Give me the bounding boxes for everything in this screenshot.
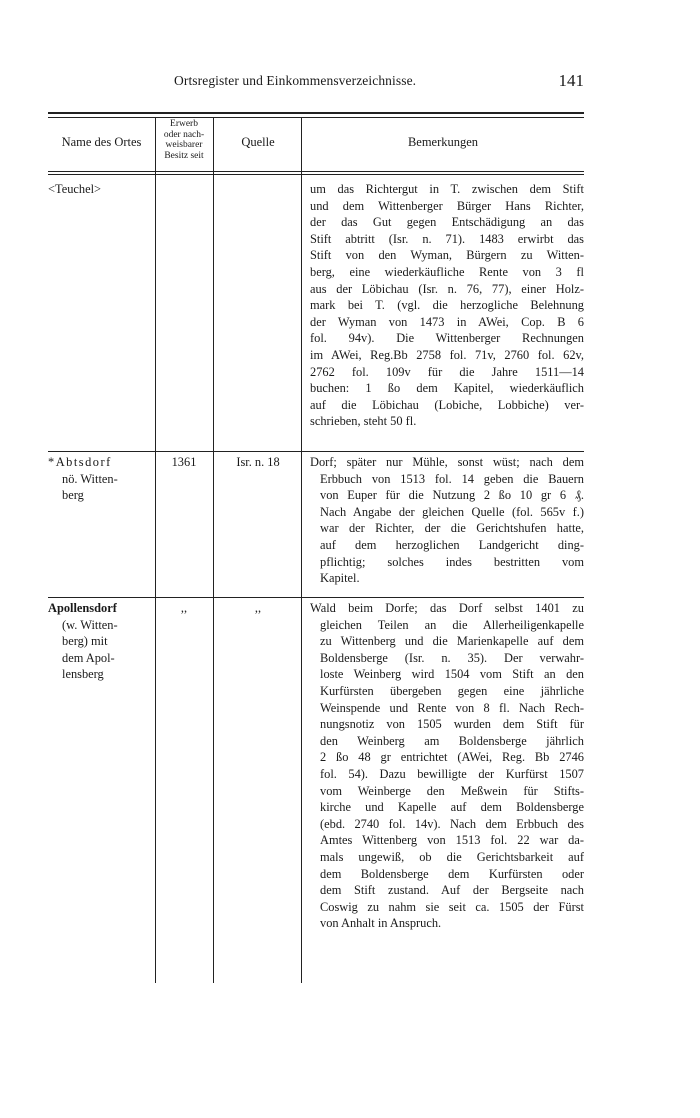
place-location: nö. Witten- bbox=[62, 471, 118, 486]
remarks-line: von Anhalt in Anspruch. bbox=[320, 916, 442, 931]
remarks-line: nungsnotiz von 1505 wurden dem Stift für bbox=[320, 717, 584, 732]
remarks-cell bbox=[310, 181, 584, 430]
place-location: berg bbox=[62, 488, 84, 503]
place-location: (w. Witten- bbox=[62, 617, 118, 632]
remarks-line: dem Boldensberge dem Kurfürsten oder bbox=[320, 866, 584, 881]
remarks-line: war der Richter, der die Gerichtshufen hatte, bbox=[320, 521, 584, 536]
remarks-line: der Wyman von 1473 in AWei, Cop. B 6 bbox=[310, 314, 584, 329]
remarks-line: Weinspende und Rente von 8 fl. Nach Rech- bbox=[320, 700, 584, 715]
running-head bbox=[48, 71, 584, 93]
remarks-line: schrieben, steht 50 fl. bbox=[310, 414, 417, 429]
place-name: Apollensdorf bbox=[48, 601, 117, 615]
place-name-cell bbox=[48, 181, 152, 198]
column-header-erwerb-line: oder nach- bbox=[163, 129, 205, 140]
remarks-line: von Euper für die Nutzung 2 ßo 10 gr 6 ₰. bbox=[320, 488, 584, 503]
remarks-line: fol. 54). Dazu bewilligte der Kurfürst 1507 bbox=[320, 766, 584, 781]
remarks-line: (ebd. 2740 fol. 14v). Nach dem Erbbuch des bbox=[320, 816, 584, 831]
remarks-line: Erbbuch von 1513 fol. 14 geben die Bauern bbox=[320, 471, 584, 486]
remarks-line: auf die Löbichau (Lobiche, Lobbiche) ver- bbox=[310, 397, 584, 412]
source-ditto: ,, bbox=[254, 601, 262, 615]
remarks-line: 2762 fol. 109v für die Jahre 1511—14 bbox=[310, 364, 584, 379]
remarks-line: Coswig zu nahm sie seit ca. 1505 der Fürst bbox=[320, 899, 584, 914]
remarks-line: der das Gut gegen Entschädigung an das bbox=[310, 215, 584, 230]
remarks-cell bbox=[310, 600, 584, 932]
row-divider bbox=[48, 597, 584, 598]
remarks-line: Kapitel. bbox=[320, 571, 360, 586]
source-reference: Isr. n. 18 bbox=[236, 455, 280, 469]
column-header-erwerb-line: Erwerb bbox=[170, 119, 198, 129]
remarks-line: Boldensberge (Isr. n. 35). Der verwahr- bbox=[320, 650, 584, 665]
place-location: dem Apol- bbox=[62, 650, 115, 665]
column-divider bbox=[213, 117, 214, 983]
remarks-line: pflichtig; solches indes bestritten vom bbox=[320, 554, 584, 569]
column-header-erwerb bbox=[155, 119, 213, 162]
row-divider bbox=[48, 451, 584, 452]
remarks-line: Nach Angabe der gleichen Quelle (fol. 565v f.) bbox=[320, 504, 584, 519]
acquisition-year: 1361 bbox=[171, 455, 197, 469]
place-location: berg) mit bbox=[62, 634, 108, 649]
place-name: *Abtsdorf bbox=[48, 455, 112, 469]
remarks-line: berg, eine wiederkäufliche Rente von 3 fl bbox=[310, 264, 584, 279]
column-header-bemerkungen: Bemerkungen bbox=[407, 135, 479, 149]
remarks-line: den Weinberg am Boldensberge jährlich bbox=[320, 733, 584, 748]
table-top-rule bbox=[48, 112, 584, 114]
table-top-rule-thin bbox=[48, 117, 584, 118]
remarks-line: vom Weinberge den Meßwein für Stifts- bbox=[320, 783, 584, 798]
remarks-line: gleichen Teilen an die Allerheiligenkapelle bbox=[320, 617, 584, 632]
remarks-line: kirche und Kapelle auf dem Boldensberge bbox=[320, 800, 584, 815]
place-location: lensberg bbox=[62, 667, 104, 682]
remarks-line: im AWei, Reg.Bb 2758 fol. 71v, 2760 fol. 62v, bbox=[310, 347, 584, 362]
header-bottom-rule-2 bbox=[48, 174, 584, 175]
remarks-line: loste Weinberg wird 1504 vom Stift an den bbox=[320, 667, 584, 682]
remarks-line: 2 ßo 48 gr entrichtet (AWei, Reg. Bb 2746 bbox=[320, 750, 584, 765]
remarks-line: dem Stift zustand. Auf der Bergseite nach bbox=[320, 883, 584, 898]
remarks-line: mals ungewiß, ob die Gerichtsbarkeit auf bbox=[320, 849, 584, 864]
header-bottom-rule bbox=[48, 171, 584, 172]
column-header-name: Name des Ortes bbox=[61, 135, 142, 149]
remarks-line: Amtes Wittenberg von 1513 fol. 22 war da- bbox=[320, 833, 584, 848]
remarks-line: Stift abtritt (Isr. n. 71). 1483 erwirbt das bbox=[310, 231, 584, 246]
remarks-line: Wald beim Dorfe; das Dorf selbst 1401 zu bbox=[310, 601, 584, 615]
page-number: 141 bbox=[558, 71, 584, 90]
column-header-quelle: Quelle bbox=[241, 135, 275, 149]
remarks-line: mark bei T. (vgl. die herzogliche Belehnung bbox=[310, 298, 584, 313]
remarks-line: buchen: 1 ßo dem Kapitel, wiederkäuflich bbox=[310, 381, 584, 396]
remarks-line: fol. 94v). Die Wittenberger Rechnungen bbox=[310, 331, 584, 346]
acquisition-ditto: ,, bbox=[180, 601, 188, 615]
column-header-erwerb-line: Besitz seit bbox=[164, 150, 204, 161]
column-divider bbox=[155, 117, 156, 983]
running-title: Ortsregister und Einkommensverzeichnisse. bbox=[174, 73, 417, 88]
place-name: <Teuchel> bbox=[48, 182, 102, 196]
place-name-cell bbox=[48, 600, 152, 683]
remarks-line: Kurfürsten übergeben gegen eine jährliche bbox=[320, 683, 584, 698]
remarks-cell bbox=[310, 454, 584, 587]
remarks-line: auf dem herzoglichen Landgericht ding- bbox=[320, 537, 584, 552]
column-header-erwerb-line: weisbarer bbox=[165, 140, 203, 151]
remarks-line: um das Richtergut in T. zwischen dem Stift bbox=[310, 182, 584, 196]
remarks-line: und dem Wittenberger Bürger Hans Richter, bbox=[310, 198, 584, 213]
column-divider bbox=[301, 117, 302, 983]
remarks-line: Stift von den Wyman, Bürgern zu Witten- bbox=[310, 248, 584, 263]
remarks-line: zu Wittenberg und die Marienkapelle auf dem bbox=[320, 634, 584, 649]
remarks-line: Dorf; später nur Mühle, sonst wüst; nach dem bbox=[310, 455, 584, 469]
place-name-cell bbox=[48, 454, 152, 504]
remarks-line: aus der Löbichau (Isr. n. 76, 77), einer Holz- bbox=[310, 281, 584, 296]
